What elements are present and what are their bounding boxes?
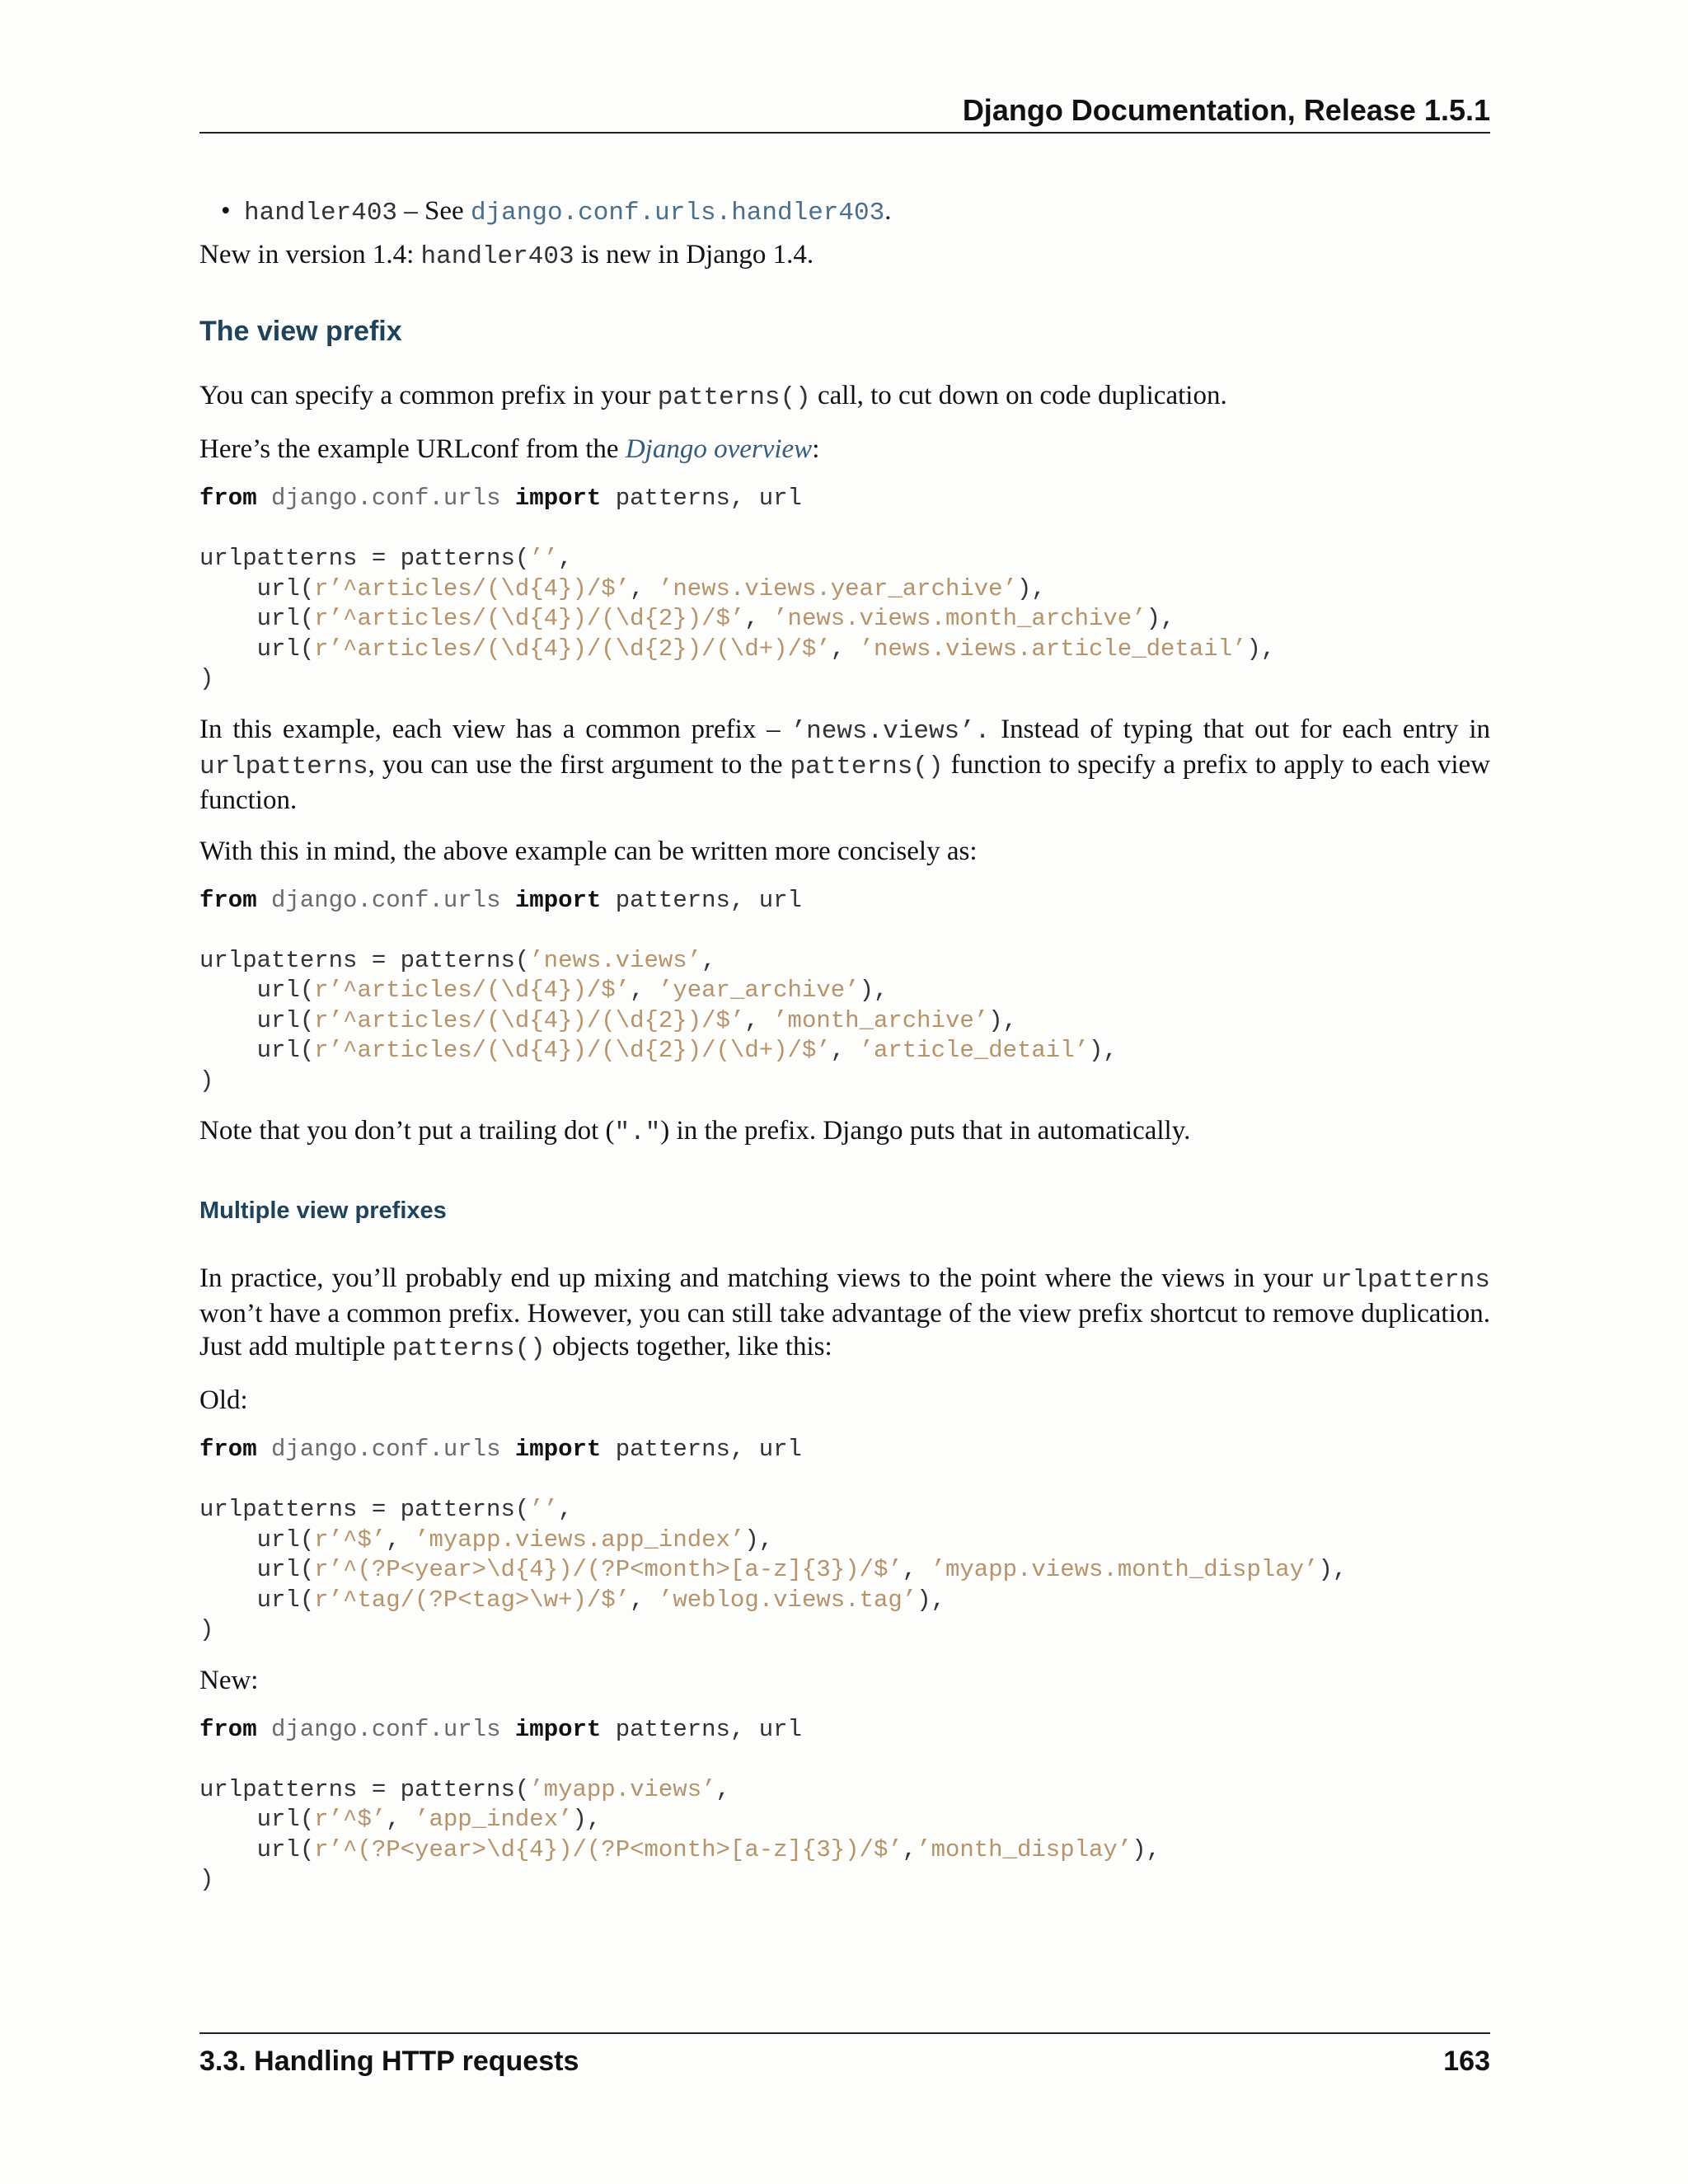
code-token: ),: [917, 1586, 945, 1614]
text: , you can use the first argument to the: [368, 749, 790, 780]
paragraph: [199, 379, 1490, 415]
code-block: [199, 886, 1490, 1097]
text: function to specify a prefix to apply to each view function.: [199, 749, 1490, 815]
code-token: ),: [988, 1006, 1017, 1034]
paragraph: [199, 433, 1490, 466]
handler-list: [199, 194, 1490, 230]
text: Here’s the example URLconf from the: [199, 434, 626, 464]
code-token: import: [514, 1436, 602, 1463]
code-string: ’news.views.year_archive’: [658, 574, 1017, 602]
inline-code: ".": [614, 1118, 661, 1147]
code-token: from: [199, 485, 257, 512]
heading-view-prefix: The view prefix: [199, 316, 402, 347]
code-string: r’^articles/(\d{4})/(\d{2})/$’: [314, 1006, 745, 1034]
code-token: ,: [902, 1556, 931, 1583]
paragraph: [199, 1114, 1490, 1150]
code-token: patterns, url: [601, 886, 802, 914]
inline-code: patterns(): [392, 1334, 546, 1363]
code-token: urlpatterns = patterns(: [199, 1496, 530, 1523]
code-token: ): [199, 1616, 214, 1643]
code-token: from: [199, 886, 257, 914]
code-string: ’myapp.views.app_index’: [415, 1526, 745, 1554]
text: In this example, each view has a common prefix –: [199, 714, 791, 744]
list-item: [244, 194, 1490, 230]
code-token: ,: [630, 977, 659, 1004]
paragraph: [199, 713, 1490, 817]
heading-multiple-view-prefixes: Multiple view prefixes: [199, 1197, 447, 1224]
bullet-separator: – See: [397, 196, 471, 226]
code-token: url(: [199, 605, 315, 632]
text: Instead of typing that out for each entry in: [990, 714, 1490, 744]
version-added-note: [199, 238, 1490, 274]
version-rest: is new in Django 1.4.: [574, 240, 814, 269]
code-token: url(: [199, 635, 315, 663]
footer-section: 3.3. Handling HTTP requests: [199, 2046, 579, 2077]
text: won’t have a common prefix. However, you can still take advantage of the view prefix shortcut to remove duplication. Just add multiple: [199, 1299, 1490, 1361]
text: Note that you don’t put a trailing dot (: [199, 1116, 615, 1146]
handler403-code: handler403: [244, 199, 398, 227]
code-token: django.conf.urls: [256, 1436, 515, 1463]
text: In practice, you’ll probably end up mixing and matching views to the point where the views in your: [199, 1263, 1322, 1293]
code-token: from: [199, 1715, 257, 1743]
version-prefix: New in version 1.4:: [199, 240, 421, 269]
running-header: [199, 92, 1490, 134]
new-label: New:: [199, 1665, 259, 1695]
code-token: url(: [199, 574, 315, 602]
code-token: url(: [199, 1006, 315, 1034]
code-block: [199, 1715, 1490, 1896]
code-token: ),: [1146, 605, 1175, 632]
code-token: url(: [199, 1556, 315, 1583]
code-string: ’app_index’: [415, 1806, 573, 1833]
code-string: ’myapp.views’: [529, 1775, 716, 1803]
code-string: ’news.views.month_archive’: [773, 605, 1146, 632]
code-string: r’^$’: [314, 1806, 387, 1833]
code-token: ,: [902, 1835, 917, 1863]
text: call, to cut down on code duplication.: [810, 381, 1227, 410]
text: :: [812, 434, 820, 464]
code-token: django.conf.urls: [256, 485, 515, 512]
code-string: ’year_archive’: [658, 977, 860, 1004]
code-string: r’^(?P<year>\d{4})/(?P<month>[a-z]{3})/$’: [314, 1835, 903, 1863]
code-string: r’^(?P<year>\d{4})/(?P<month>[a-z]{3})/$’: [314, 1556, 903, 1583]
code-token: urlpatterns = patterns(: [199, 545, 530, 572]
code-token: django.conf.urls: [256, 886, 515, 914]
old-label: Old:: [199, 1385, 248, 1415]
page-content: [199, 194, 1490, 1914]
code-block: [199, 484, 1490, 695]
django-overview-link[interactable]: Django overview: [625, 434, 813, 464]
text: ) in the prefix. Django puts that in automatically.: [660, 1116, 1191, 1146]
code-token: ,: [830, 635, 860, 663]
code-token: url(: [199, 1586, 315, 1614]
code-token: import: [514, 1715, 602, 1743]
code-token: ),: [1132, 1835, 1161, 1863]
code-token: urlpatterns = patterns(: [199, 1775, 530, 1803]
code-string: ’myapp.views.month_display’: [931, 1556, 1319, 1583]
inline-code: patterns(): [790, 752, 944, 781]
code-token: import: [514, 886, 602, 914]
code-token: ),: [1017, 574, 1046, 602]
inline-code: urlpatterns: [199, 752, 368, 781]
code-string: ’month_archive’: [773, 1006, 989, 1034]
code-token: ),: [859, 977, 889, 1004]
code-token: ),: [1089, 1037, 1118, 1064]
code-token: ,: [744, 1006, 774, 1034]
code-token: url(: [199, 1806, 315, 1833]
paragraph: With this in mind, the above example can be written more concisely as:: [199, 836, 978, 866]
code-token: ,: [558, 1496, 573, 1523]
code-token: ),: [744, 1526, 774, 1554]
code-string: ’news.views’: [529, 946, 702, 974]
code-token: url(: [199, 977, 315, 1004]
code-token: patterns, url: [601, 1436, 802, 1463]
code-token: ,: [715, 1775, 730, 1803]
code-token: ): [199, 665, 214, 692]
code-string: ’weblog.views.tag’: [658, 1586, 917, 1614]
code-token: patterns, url: [601, 485, 802, 512]
code-token: ,: [630, 1586, 659, 1614]
document-page: [199, 0, 1490, 2184]
code-string: r’^articles/(\d{4})/$’: [314, 574, 631, 602]
inline-code: urlpatterns: [1321, 1266, 1490, 1295]
code-token: ,: [701, 946, 716, 974]
code-token: ,: [830, 1037, 860, 1064]
code-token: ,: [744, 605, 774, 632]
paragraph: [199, 1262, 1490, 1366]
code-string: r’^articles/(\d{4})/$’: [314, 977, 631, 1004]
inline-code: ’news.views’.: [790, 716, 991, 746]
code-token: ,: [386, 1526, 415, 1554]
inline-code: patterns(): [657, 383, 811, 412]
code-token: ,: [630, 574, 659, 602]
code-block: [199, 1435, 1490, 1646]
text: You can specify a common prefix in your: [199, 381, 658, 410]
page-number: 163: [1443, 2046, 1490, 2077]
code-string: r’^articles/(\d{4})/(\d{2})/(\d+)/$’: [314, 1037, 831, 1064]
handler403-link[interactable]: django.conf.urls.handler403: [470, 199, 885, 227]
code-string: ’’: [529, 1496, 559, 1523]
code-string: ’month_display’: [917, 1835, 1132, 1863]
code-token: ),: [1318, 1556, 1348, 1583]
code-string: r’^articles/(\d{4})/(\d{2})/$’: [314, 605, 745, 632]
code-token: ,: [386, 1806, 415, 1833]
text: objects together, like this:: [545, 1332, 832, 1361]
code-string: ’article_detail’: [859, 1037, 1090, 1064]
code-string: r’^articles/(\d{4})/(\d{2})/(\d+)/$’: [314, 635, 831, 663]
code-token: url(: [199, 1526, 315, 1554]
code-string: r’^$’: [314, 1526, 387, 1554]
code-string: ’news.views.article_detail’: [859, 635, 1247, 663]
code-token: url(: [199, 1835, 315, 1863]
code-token: ),: [572, 1806, 602, 1833]
running-footer: [199, 2032, 1490, 2075]
code-token: ),: [1246, 635, 1276, 663]
code-string: r’^tag/(?P<tag>\w+)/$’: [314, 1586, 631, 1614]
version-code: handler403: [420, 242, 574, 271]
code-token: ,: [558, 545, 573, 572]
code-token: urlpatterns = patterns(: [199, 946, 530, 974]
code-token: ): [199, 1066, 214, 1094]
code-string: ’’: [529, 545, 559, 572]
header-title: Django Documentation, Release 1.5.1: [962, 93, 1490, 127]
code-token: from: [199, 1436, 257, 1463]
bullet-end: .: [884, 196, 892, 226]
code-token: patterns, url: [601, 1715, 802, 1743]
code-token: ): [199, 1866, 214, 1893]
code-token: url(: [199, 1037, 315, 1064]
code-token: import: [514, 485, 602, 512]
code-token: django.conf.urls: [256, 1715, 515, 1743]
